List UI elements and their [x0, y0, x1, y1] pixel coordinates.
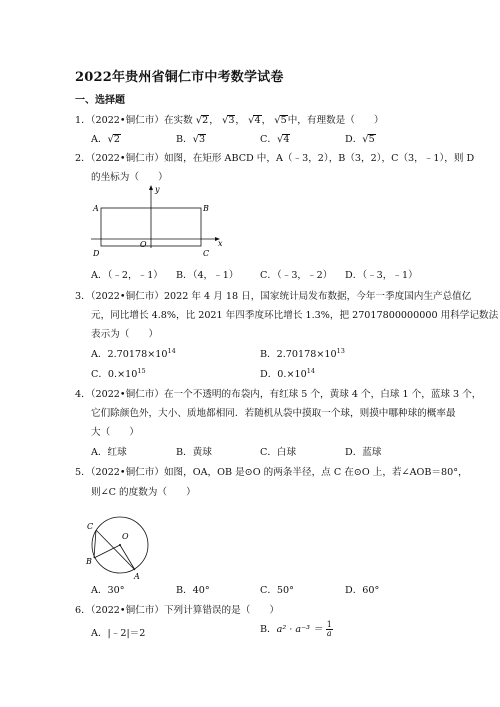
q3-line-3: 表示为（ ） [91, 329, 159, 340]
q1-option-a[interactable]: A．√2 [91, 134, 121, 145]
point-a-label: A [134, 572, 140, 581]
q3-line-1: 3．（2022•铜仁市）2022 年 4 月 18 日，国家统计局发布数据，今年一季度国内生产总值亿 [75, 291, 472, 302]
q2-rectangle-figure [85, 182, 235, 258]
q5-line-1: 5．（2022•铜仁市）如图，OA，OB 是⊙O 的两条半径，点 C 在⊙O 上，若∠AOB＝80°， [75, 467, 468, 478]
q3-option-a[interactable]: A．$2.70178\times 10^{14}$ [91, 347, 176, 360]
q6-fraction: $\frac{1}{a}$ [326, 620, 332, 638]
q5-option-b[interactable]: B．40° [176, 585, 210, 596]
q2-option-d[interactable]: D．（﹣3，﹣1） [345, 270, 418, 281]
origin-label: O [140, 240, 147, 249]
q4-option-c[interactable]: C．白球 [260, 447, 297, 458]
q6-option-a[interactable]: A．|﹣2|＝2 [91, 628, 146, 639]
radius-ob [94, 545, 120, 558]
point-d-label: D [93, 249, 100, 258]
q3-option-d[interactable]: D．$0.\times 10^{14}$ [260, 367, 315, 380]
section-heading: 一、选择题 [75, 95, 125, 106]
segment-ca [96, 530, 135, 570]
y-axis-label: y [155, 185, 160, 194]
point-a-label: A [93, 204, 99, 213]
y-axis-arrow [149, 185, 153, 190]
q4-line-2: 它们除颜色外，大小、质地都相同．若随机从袋中摸取一个球，则摸中哪种球的概率最 [91, 408, 456, 419]
q5-option-d[interactable]: D．60° [345, 585, 380, 596]
page-title: 2022年贵州省铜仁市中考数学试卷 [75, 70, 284, 85]
q3-option-c[interactable]: C．$0.\times 10^{15}$ [91, 367, 146, 380]
q4-line-3: 大（ ） [91, 427, 139, 438]
radius-oa [120, 545, 135, 570]
point-c-label: C [87, 522, 94, 531]
point-b-label: B [86, 557, 92, 566]
q2-option-a[interactable]: A．（﹣2，﹣1） [91, 270, 163, 281]
q4-option-d[interactable]: D．蓝球 [345, 447, 382, 458]
q1-option-b[interactable]: B．√3 [176, 134, 206, 145]
q5-circle-figure [82, 512, 162, 582]
q2-line-2: 的坐标为（ ） [91, 172, 168, 183]
q1-root-2: 2 [202, 115, 209, 126]
q2-option-c[interactable]: C．（﹣3，﹣2） [260, 270, 333, 281]
q3-option-b[interactable]: B．$2.70178\times 10^{13}$ [260, 347, 345, 360]
point-b-label: B [203, 204, 209, 213]
q1-option-c[interactable]: C．√4 [260, 134, 290, 145]
center-o-label: O [122, 532, 129, 541]
q5-line-2: 则∠C 的度数为（ ） [91, 487, 196, 498]
q3-line-2: 元，同比增长 4.8%，比 2021 年四季度环比增长 1.3%，把 27017800000000 用科学记数法 [91, 310, 499, 321]
q4-option-b[interactable]: B．黄球 [176, 447, 212, 458]
q1-tail: 中，有理数是（ ） [287, 115, 384, 126]
q6-option-b[interactable]: B．a² · a⁻³ ＝ $\frac{1}{a}$ [260, 620, 332, 638]
point-c-label: C [203, 249, 210, 258]
q6-line-1: 6．（2022•铜仁市）下列计算错误的是（ ） [75, 605, 280, 616]
q2-option-b[interactable]: B．（4，﹣1） [176, 270, 239, 281]
q1-root-4: 4 [254, 115, 261, 126]
q4-line-1: 4．（2022•铜仁市）在一个不透明的布袋内，有红球 5 个，黄球 4 个，白球 1 个，蓝球 3 个， [75, 389, 482, 400]
q5-option-a[interactable]: A．30° [91, 585, 125, 596]
q2-line-1: 2．（2022•铜仁市）如图，在矩形 ABCD 中，A（﹣3，2），B（3，2），C（3，﹣1），则 D [75, 153, 475, 164]
q4-option-a[interactable]: A．红球 [91, 447, 127, 458]
q1-root-3: 3 [228, 115, 235, 126]
x-axis-label: x [218, 239, 223, 248]
q1-option-d[interactable]: D．√5 [345, 134, 375, 145]
q1-stem: 1．（2022•铜仁市）在实数 [75, 115, 193, 126]
q1-root-5: 5 [280, 115, 287, 126]
q5-option-c[interactable]: C．50° [260, 585, 294, 596]
q1-stem-line: 1．（2022•铜仁市）在实数 √2， √3， √4， √5中，有理数是（ ） [75, 115, 384, 126]
